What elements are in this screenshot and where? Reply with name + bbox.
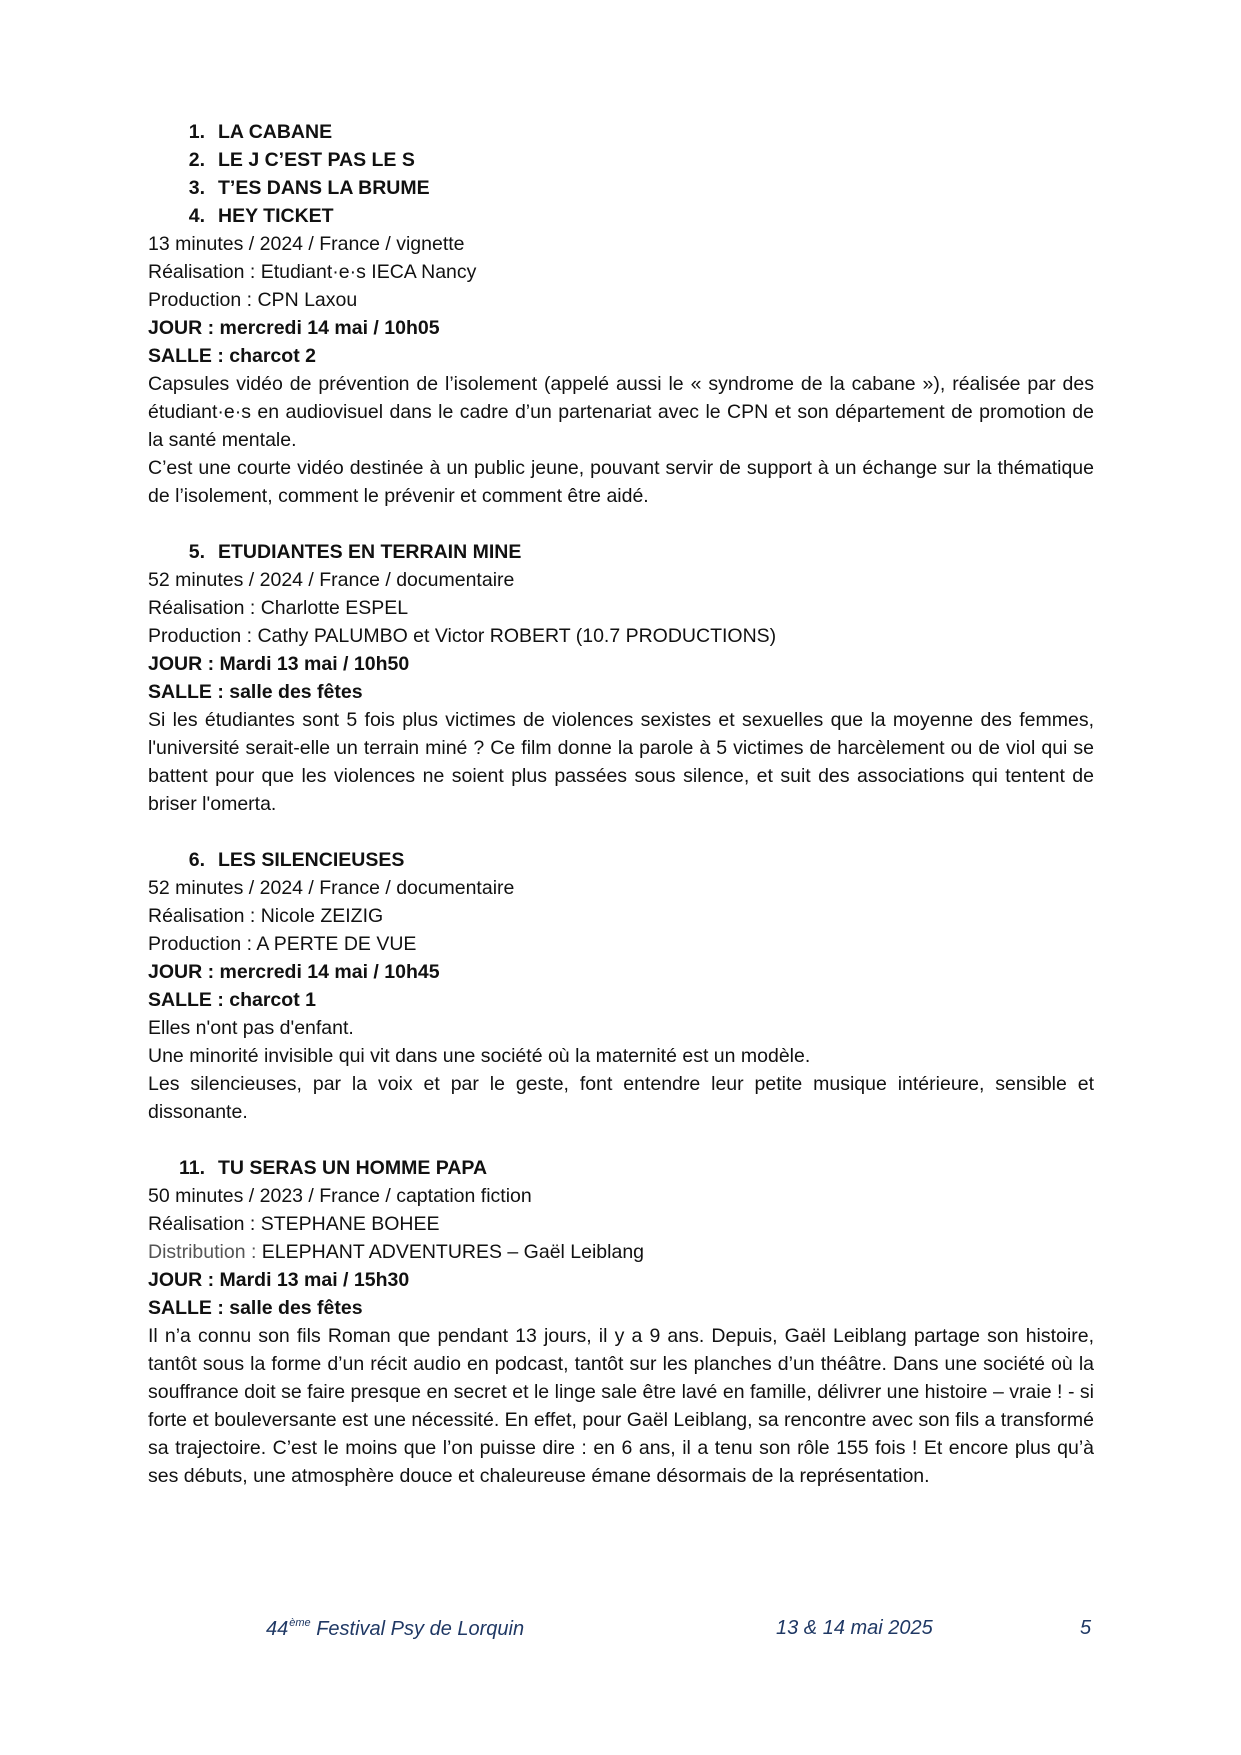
film-meta: 52 minutes / 2024 / France / documentaire — [148, 569, 515, 591]
screening-room: SALLE : salle des fêtes — [148, 681, 363, 703]
film-description: Si les étudiantes sont 5 fois plus victimes de violences sexistes et sexuelles que la moyenne des femmes, l'université serait-elle un terrain miné ? Ce film donne la parole à 5 victimes de harcèlement ou de viol qui se battent pour que les violences ne soient plus passées sous silence, et suit des associations qui tentent de briser l'omerta. — [148, 709, 1094, 815]
document-body — [148, 118, 1094, 1490]
item-number: 4. — [188, 205, 205, 227]
distribution-label: Distribution : — [148, 1241, 257, 1263]
film-section — [148, 118, 1094, 510]
footer-edition: 44 — [266, 1618, 289, 1640]
film-title-list — [148, 1154, 1094, 1182]
film-realisation: Réalisation : STEPHANE BOHEE — [148, 1213, 440, 1235]
footer-dates: 13 & 14 mai 2025 — [776, 1617, 933, 1639]
film-title-item — [148, 174, 1094, 202]
screening-room: SALLE : salle des fêtes — [148, 1297, 363, 1319]
section-spacer — [148, 510, 1094, 538]
item-number: 11. — [178, 1157, 205, 1179]
film-title-list — [148, 118, 1094, 230]
film-description: Une minorité invisible qui vit dans une société où la maternité est un modèle. — [148, 1045, 811, 1067]
item-number: 6. — [188, 849, 205, 871]
film-meta: 13 minutes / 2024 / France / vignette — [148, 233, 465, 255]
film-description: Les silencieuses, par la voix et par le geste, font entendre leur petite musique intérieure, sensible et dissonante. — [148, 1073, 1094, 1123]
section-spacer — [148, 1126, 1094, 1154]
item-number: 2. — [188, 149, 205, 171]
footer-festival-name: Festival Psy de Lorquin — [310, 1618, 525, 1640]
film-title: ETUDIANTES EN TERRAIN MINE — [218, 541, 522, 563]
distribution-value: ELEPHANT ADVENTURES – Gaël Leiblang — [256, 1241, 645, 1263]
screening-day: JOUR : Mardi 13 mai / 15h30 — [148, 1269, 410, 1291]
film-production: Production : Cathy PALUMBO et Victor ROBERT (10.7 PRODUCTIONS) — [148, 625, 777, 647]
film-title: LE J C’EST PAS LE S — [218, 149, 415, 171]
film-title: T’ES DANS LA BRUME — [218, 177, 430, 199]
film-description: Capsules vidéo de prévention de l’isolement (appelé aussi le « syndrome de la cabane »), réalisée par des étudiant·e·s en audiovisuel dans le cadre d’un partenariat avec le CPN et son département de promotion de la santé mentale. — [148, 373, 1094, 451]
film-production: Production : CPN Laxou — [148, 289, 358, 311]
film-production: Production : A PERTE DE VUE — [148, 933, 417, 955]
item-number: 3. — [188, 177, 205, 199]
film-title: HEY TICKET — [218, 205, 334, 227]
film-section — [148, 1154, 1094, 1490]
film-title-item — [148, 846, 1094, 874]
film-title-item — [148, 146, 1094, 174]
screening-room: SALLE : charcot 1 — [148, 989, 316, 1011]
film-distribution — [148, 1238, 1094, 1266]
film-title-item — [148, 1154, 1094, 1182]
film-description: Elles n'ont pas d'enfant. — [148, 1017, 354, 1039]
screening-room: SALLE : charcot 2 — [148, 345, 316, 367]
screening-day: JOUR : mercredi 14 mai / 10h05 — [148, 317, 440, 339]
film-title: LA CABANE — [218, 121, 333, 143]
film-description: C’est une courte vidéo destinée à un public jeune, pouvant servir de support à un échange sur la thématique de l’isolement, comment le prévenir et comment être aidé. — [148, 457, 1094, 507]
film-title-item — [148, 118, 1094, 146]
film-meta: 50 minutes / 2023 / France / captation fiction — [148, 1185, 532, 1207]
page-footer — [0, 1617, 1241, 1647]
film-description: Il n’a connu son fils Roman que pendant 13 jours, il y a 9 ans. Depuis, Gaël Leiblang partage son histoire, tantôt sous la forme d’un récit audio en podcast, tantôt sur les planches d’un théâtre. Dans une société où la souffrance doit se faire presque en secret et le linge sale être lavé en famille, délivrer une histoire – vraie ! - si forte et bouleversante est une nécessité. En effet, pour Gaël Leiblang, sa rencontre avec son fils a transformé sa trajectoire. C’est le moins que l’on puisse dire : en 6 ans, il a tenu son rôle 155 fois ! Et encore plus qu’à ses débuts, une atmosphère douce et chaleureuse émane désormais de la représentation. — [148, 1325, 1094, 1487]
film-title-list — [148, 538, 1094, 566]
film-realisation: Réalisation : Charlotte ESPEL — [148, 597, 409, 619]
item-number: 5. — [188, 541, 205, 563]
film-title-item — [148, 538, 1094, 566]
film-title: LES SILENCIEUSES — [218, 849, 405, 871]
page-number: 5 — [1080, 1617, 1092, 1639]
footer-edition-suffix: ème — [289, 1617, 311, 1629]
film-title-item — [148, 202, 1094, 230]
film-section — [148, 846, 1094, 1126]
screening-day: JOUR : Mardi 13 mai / 10h50 — [148, 653, 410, 675]
item-number: 1. — [188, 121, 205, 143]
footer-festival — [266, 1617, 524, 1641]
film-realisation: Réalisation : Nicole ZEIZIG — [148, 905, 384, 927]
film-realisation: Réalisation : Etudiant·e·s IECA Nancy — [148, 261, 477, 283]
section-spacer — [148, 818, 1094, 846]
film-title: TU SERAS UN HOMME PAPA — [218, 1157, 488, 1179]
film-meta: 52 minutes / 2024 / France / documentaire — [148, 877, 515, 899]
film-section — [148, 538, 1094, 818]
film-title-list — [148, 846, 1094, 874]
screening-day: JOUR : mercredi 14 mai / 10h45 — [148, 961, 440, 983]
